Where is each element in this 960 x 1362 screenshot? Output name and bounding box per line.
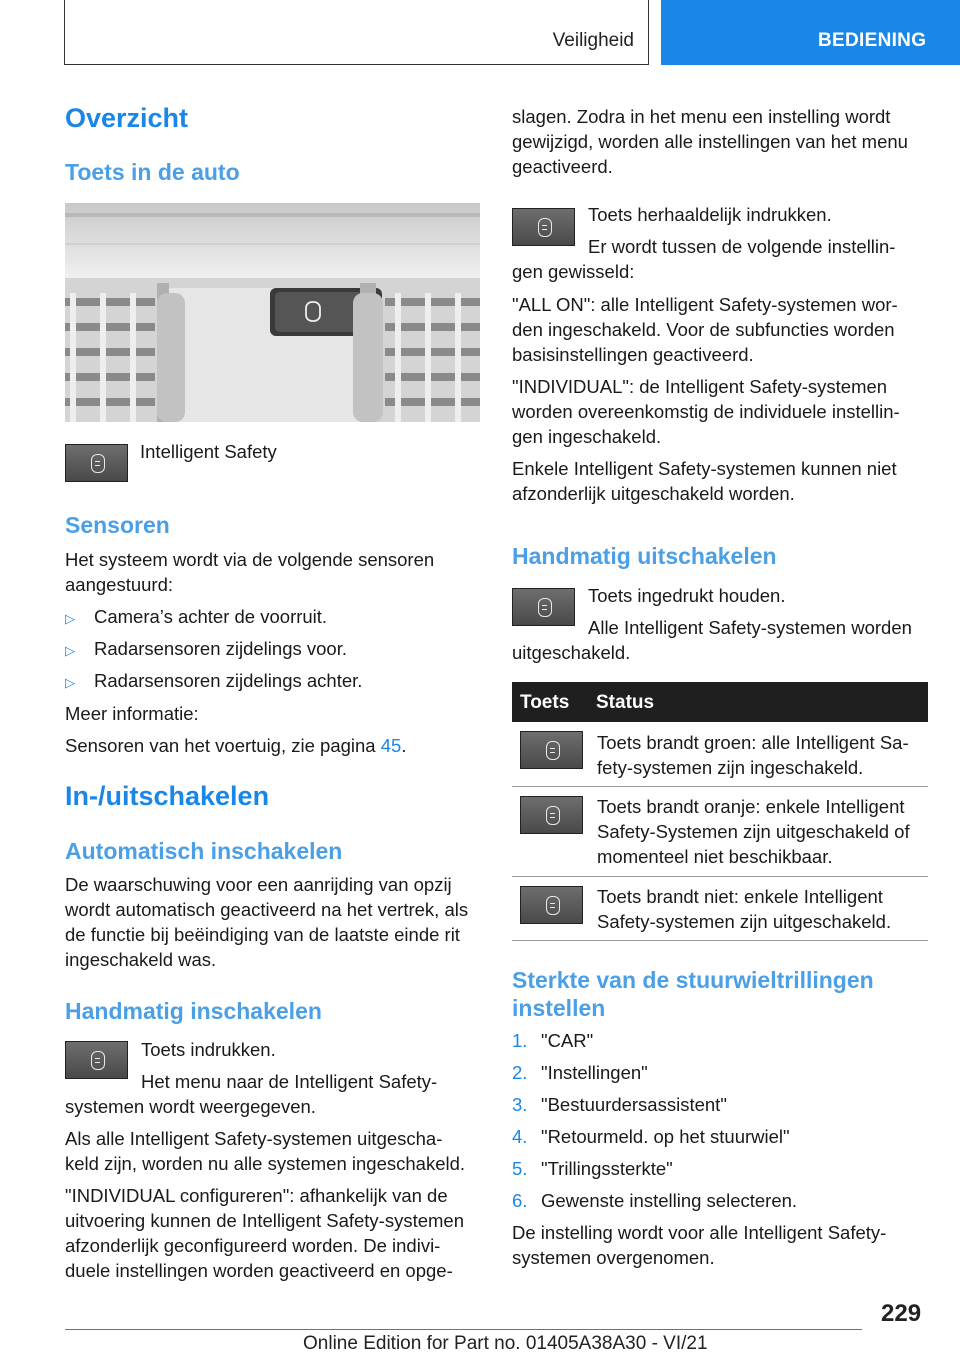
table-cell: momenteel niet beschikbaar.: [597, 846, 833, 867]
body-text: afzonderlijk geconfigureerd worden. De indivi-: [65, 1235, 441, 1256]
header-frame: [64, 0, 649, 65]
chapter-tab-label: BEDIENING: [818, 30, 927, 51]
heading-handmatig-inschakelen: Handmatig inschakelen: [65, 998, 322, 1024]
body-text: basisinstellingen geactiveerd.: [512, 344, 754, 365]
heading-handmatig-uitschakelen: Handmatig uitschakelen: [512, 543, 777, 569]
safety-icon: [546, 806, 560, 825]
body-text: Er wordt tussen de volgende instellin-: [588, 236, 896, 257]
body-text: ingeschakeld was.: [65, 949, 217, 970]
body-text: den ingeschakeld. Voor de subfuncties worden: [512, 319, 895, 340]
table-button-icon: [520, 886, 583, 924]
list-item: Radarsensoren zijdelings achter.: [94, 670, 363, 691]
body-text: afzonderlijk uitgeschakeld worden.: [512, 483, 795, 504]
table-cell: Toets brandt niet: enkele Intelligent: [597, 886, 883, 907]
safety-icon: [538, 218, 552, 237]
safety-icon: [91, 454, 105, 473]
body-text: Als alle Intelligent Safety-systemen uitgescha-: [65, 1128, 443, 1149]
body-text: gewijzigd, worden alle instellingen van het menu: [512, 131, 908, 152]
column-header-status: Status: [596, 692, 655, 713]
body-text: Toets herhaaldelijk indrukken.: [588, 204, 832, 225]
bullet-triangle-icon: ▷: [65, 611, 75, 626]
reference-text: Sensoren van het voertuig, zie pagina: [65, 735, 381, 756]
table-row-divider: [512, 786, 928, 787]
table-cell: Safety-Systemen zijn uitgeschakeld of: [597, 821, 910, 842]
body-text: "INDIVIDUAL configureren": afhankelijk van de: [65, 1185, 448, 1206]
heading-sterkte-2: instellen: [512, 995, 606, 1021]
table-cell: Toets brandt groen: alle Intelligent Sa-: [597, 732, 909, 753]
body-text: "ALL ON": alle Intelligent Safety-systemen wor-: [512, 294, 898, 315]
body-text: Toets ingedrukt houden.: [588, 585, 786, 606]
body-text: geactiveerd.: [512, 156, 613, 177]
reference-line: [65, 733, 406, 758]
step-text: "Trillingssterkte": [541, 1158, 673, 1179]
body-text: uitgeschakeld.: [512, 642, 631, 663]
body-text: Toets indrukken.: [141, 1039, 276, 1060]
step-text: "Instellingen": [541, 1062, 648, 1083]
heading-toets-in-de-auto: Toets in de auto: [65, 159, 240, 185]
body-text: keld zijn, worden nu alle systemen ingeschakeld.: [65, 1153, 466, 1174]
safety-icon: [546, 896, 560, 915]
body-text: Het menu naar de Intelligent Safety-: [141, 1071, 438, 1092]
intelligent-safety-button-icon: [512, 588, 575, 626]
step-text: Gewenste instelling selecteren.: [541, 1190, 798, 1211]
bullet-triangle-icon: ▷: [65, 643, 75, 658]
heading-in-uitschakelen: In-/uitschakelen: [65, 781, 270, 811]
body-text: gen ingeschakeld.: [512, 426, 662, 447]
table-row-divider: [512, 940, 928, 941]
step-text: "CAR": [541, 1030, 594, 1051]
heading-sterkte: Sterkte van de stuurwieltrillingen: [512, 967, 874, 993]
step-number: 2.: [512, 1062, 528, 1083]
section-title: Veiligheid: [552, 30, 634, 51]
body-text: Enkele Intelligent Safety-systemen kunnen niet: [512, 458, 897, 479]
body-text: duele instellingen worden geactiveerd en opge-: [65, 1260, 453, 1281]
column-header-toets: Toets: [520, 692, 570, 713]
body-text: Alle Intelligent Safety-systemen worden: [588, 617, 912, 638]
reference-end: .: [401, 735, 407, 756]
safety-icon: [91, 1051, 105, 1070]
intelligent-safety-button-icon: [65, 1041, 128, 1079]
bullet-triangle-icon: ▷: [65, 675, 75, 690]
body-text: wordt automatisch geactiveerd na het vertrek, als: [65, 899, 469, 920]
step-number: 1.: [512, 1030, 528, 1051]
body-text: De instelling wordt voor alle Intelligent Safety-: [512, 1222, 887, 1243]
body-text: Het systeem wordt via de volgende sensoren: [65, 549, 435, 570]
footer-text: Online Edition for Part no. 01405A38A30 - VI/21: [303, 1333, 708, 1354]
body-text: De waarschuwing voor een aanrijding van opzij: [65, 874, 452, 895]
intelligent-safety-button-icon: [65, 444, 128, 482]
step-number: 4.: [512, 1126, 528, 1147]
chapter-tab[interactable]: [661, 0, 960, 65]
table-cell: fety-systemen zijn ingeschakeld.: [597, 757, 864, 778]
table-row-divider: [512, 876, 928, 877]
table-button-icon: [520, 796, 583, 834]
step-number: 3.: [512, 1094, 528, 1115]
body-text: systemen wordt weergegeven.: [65, 1096, 316, 1117]
table-header: [512, 682, 928, 722]
button-label: Intelligent Safety: [140, 441, 277, 462]
body-text: systemen overgenomen.: [512, 1247, 715, 1268]
body-text: uitvoering kunnen de Intelligent Safety-systemen: [65, 1210, 465, 1231]
body-text: slagen. Zodra in het menu een instelling wordt: [512, 106, 891, 127]
body-text: de functie bij beëindiging van de laatste einde rit: [65, 924, 460, 945]
intelligent-safety-button-icon: [512, 208, 575, 246]
step-number: 6.: [512, 1190, 528, 1211]
body-text: "INDIVIDUAL": de Intelligent Safety-systemen: [512, 376, 888, 397]
body-text: aangestuurd:: [65, 574, 174, 595]
body-text: worden overeenkomstig de individuele instellin-: [512, 401, 900, 422]
page-number: 229: [881, 1300, 922, 1327]
table-cell: Safety-systemen zijn uitgeschakeld.: [597, 911, 892, 932]
body-text: Meer informatie:: [65, 703, 199, 724]
safety-icon: [538, 598, 552, 617]
table-cell: Toets brandt oranje: enkele Intelligent: [597, 796, 905, 817]
heading-overzicht: Overzicht: [65, 103, 189, 133]
list-item: Camera’s achter de voorruit.: [94, 606, 328, 627]
heading-sensoren: Sensoren: [65, 512, 170, 538]
table-button-icon: [520, 731, 583, 769]
step-text: "Retourmeld. op het stuurwiel": [541, 1126, 790, 1147]
body-text: gen gewisseld:: [512, 261, 635, 282]
safety-icon: [546, 741, 560, 760]
step-text: "Bestuurdersassistent": [541, 1094, 727, 1115]
heading-automatisch-inschakelen: Automatisch inschakelen: [65, 838, 343, 864]
footer-divider: [65, 1329, 862, 1330]
car-button-photo: [65, 203, 480, 422]
step-number: 5.: [512, 1158, 528, 1179]
list-item: Radarsensoren zijdelings voor.: [94, 638, 347, 659]
page-reference-link[interactable]: 45: [380, 735, 402, 756]
